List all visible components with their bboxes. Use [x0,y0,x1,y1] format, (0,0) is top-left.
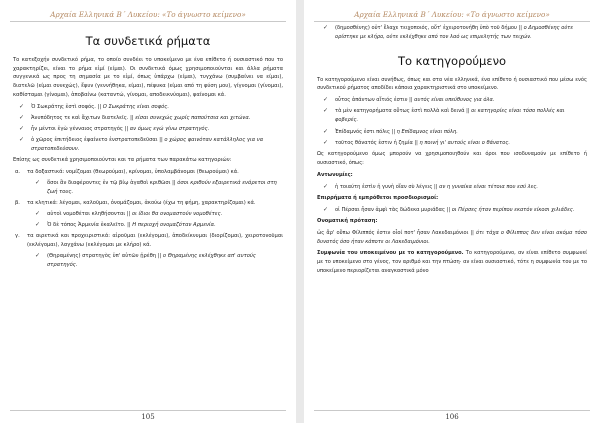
check-icon: ✓ [323,138,329,146]
example-separator: || [95,103,103,110]
category-list [13,168,283,270]
category-item [13,232,283,249]
example-greek: Ὁ δὲ τόπος Ἀρμενία ἐκαλεῖτο. [47,222,126,229]
header-rule [314,21,590,22]
mid-paragraph: Ως κατηγορούμενο όμως μπορούν να χρησιμοποιηθούν και όροι που ισοδυναμούν με επίθετο ή ουσιαστικό, όπως: [317,151,587,166]
agreement-text: Το κατηγορούμενο, αν είναι επίθετο συμφωνεί με το υποκείμενο στο γένος, τον αριθμό και την πτώση· αν είναι ουσιαστικό, τότε η συμφωνία του με το υποκείμενο περιορίζεται αναγκαστικά μόνο [317,250,587,274]
example-separator: || [157,137,165,144]
example-modern: αν η γυναίκα είναι τέτοια που εσύ λες. [439,183,539,190]
example-separator: || [156,253,163,260]
example-greek: Ἐπίδαμνός ἐστι πόλις [335,128,390,135]
footer-rule [10,410,286,411]
check-icon: ✓ [323,127,329,135]
check-icon: ✓ [19,136,25,144]
group-label: Επιρρήματα ή εμπρόθετοι προσδιορισμοί: [317,194,439,201]
example-item [13,179,283,196]
example-item [317,96,587,105]
category-letter: α. [15,168,21,175]
category-item [13,168,283,177]
example-separator: || [516,25,524,31]
example-item [317,24,587,42]
category-item [13,199,283,208]
transition-paragraph: Επίσης ως συνδετικά χρησιμοποιούνται και τα ρήματα των παρακάτω κατηγοριών: [13,157,232,164]
running-head: Αρχαία Ελληνικά Β΄ Λυκείου: «Το άγνωστο κείμενο» [50,10,246,19]
example-modern: οι Πέρσες ήταν περίπου εκατόν είκοσι χιλιάδες. [451,206,575,213]
check-icon: ✓ [323,205,329,213]
example-item [317,139,587,148]
check-icon: ✓ [323,96,329,104]
example-modern: αυτός είναι υπεύθυνος για όλα. [414,97,495,104]
example-item [317,206,587,215]
example-greek: ἡ τοιαύτη ἐστὶν ἡ γυνὴ οἵαν σὺ λέγεις [335,183,433,190]
example-greek: (Θηραμένης) στρατηγὸς ὑπ' αὐτῶν ᾑρέθη [47,253,157,260]
example-list [317,96,587,147]
example-greek: (δημοσθένης) οὐτ' ἔλαχε τειχοποιός, οὔτ' ἐχειροτονήθη ὑπὸ τοῦ δήμου [335,25,517,31]
example-item [13,210,283,219]
example-separator: || [125,211,132,218]
right-content [317,24,587,279]
category-lead: τα αιρετικά και προχειριστικά: αἱροῦμαι (εκλέγομαι), ἀποδείκνυμαι (διορίζομαι), χειροτονοῦμαι (εκλέγομαι), λαγχάνω (εκλέγομαι με κλήρο) κά. [27,233,283,249]
example-modern: η Επίδαμνος είναι πόλη. [396,128,458,135]
section-title: Το κατηγορούμενο [397,53,507,68]
example-separator: || [432,183,440,190]
example-modern: οι ίδιοι θα ονομαστούν νομοθέτες. [131,211,223,218]
section-title: Τα συνδετικά ρήματα [85,34,211,48]
check-icon: ✓ [19,113,25,121]
example-separator: || [464,108,472,115]
example-separator: || [125,222,133,229]
example-modern: ότι τάχα ο Φίλιππος δεν είναι ακόμα τόσο δυνατός όσο ήταν κάποτε οι Λακεδαιμόνιοι. [317,229,587,245]
example-item [317,183,587,192]
example-modern: είσαι συνεχώς χωρίς παπούτσια και χιτώνα. [135,114,251,121]
category-lead: τα κλητικά: λέγομαι, καλοῦμαι, ὀνομάζομαι, ἀκούω (έχω τη φήμη, χαρακτηρίζομαι) κά. [27,199,256,206]
category-letter: γ. [15,233,20,240]
example-modern: ο Δημοσθένης ούτε ορίστηκε με κλήρο, ούτε εκλέχθηκε από τον λαό ως επιμελητής των τειχών. [335,25,574,40]
left-content [13,24,283,272]
example-greek: οἱ Πέρσαι ἦσαν ἀμφὶ τὰς δώδεκα μυριάδας [335,206,446,213]
example-greek: ὡς ἄρ' οὔπω Φίλιππός ἐστιν οἷοί ποτ' ἦσαν Λακεδαιμόνιοι [317,229,469,236]
example-separator: || [128,114,136,121]
agreement-paragraph [317,249,587,275]
onomatic-example [317,229,587,247]
check-icon: ✓ [35,210,41,218]
footer-rule [314,410,590,411]
example-greek: τοῦτος θάνατός ἐστιν ἡ ζημία [335,139,413,146]
example-separator: || [122,125,130,132]
group-label: Ονοματική πρόταση: [317,217,378,224]
label-groups [317,171,587,226]
example-greek: Ἀνυπόδητος τε καὶ ἄχιτων διατελεῖς. [31,114,129,121]
example-separator: || [390,128,397,135]
example-modern: όσοι κριθούν εξαιρετικά ενάρετοι στη ζωή τους. [47,179,277,195]
example-greek: οὗτος ἁπάντων αἴτιός ἐστιν [335,97,408,104]
agreement-lead: Συμφωνία του υποκειμένου με το κατηγορούμενο. [317,250,464,257]
example-greek: τὰ μὲν κατηγορήματα οὕτως ἐστὶ πολλὰ καὶ δεινά [335,108,465,115]
example-separator: || [407,97,415,104]
example-modern: Η περιοχή ονομαζόταν Αρμενία. [132,222,216,229]
example-separator: || [445,206,452,213]
example-separator: || [412,139,420,146]
example-item [317,107,587,125]
example-separator: || [468,229,477,236]
check-icon: ✓ [35,252,41,260]
page-gutter [296,0,304,423]
example-item [13,125,283,134]
example-modern: ο χώρος φαινόταν κατάλληλος για να στρατοπεδεύσουν. [31,137,264,152]
example-modern: η ποινή γι' αυτούς είναι ο θάνατος. [419,139,510,146]
example-greek: ἦν μέντοι ἐγὼ γένναιος στρατηγός [31,125,123,132]
example-modern: Ο Σωκράτης είναι σοφός. [102,103,169,110]
check-icon: ✓ [323,24,329,31]
page-number: 105 [141,413,155,421]
group-label: Αντωνυμίες: [317,171,353,178]
intro-paragraph: Το κατηγορούμενο είναι συνήθως, όπως και στα νέα ελληνικά, ένα επίθετο ή ουσιαστικό που μέσω ενός συνδετικού ρήματος αποδίδει κάποια χαρακτηριστικά στο υποκείμενο. [317,76,587,92]
example-item [317,128,587,137]
example-greek: αὐτοὶ νομοθέται κληθήσονται [47,211,126,218]
example-greek: ὁ χῶρος ἐπιτήδειος ἐφαίνετο ἐνστρατοπεδεῦσαι [31,137,158,144]
check-icon: ✓ [35,178,41,186]
check-icon: ✓ [19,102,25,110]
check-icon: ✓ [35,221,41,229]
category-lead: τα δοξαστικά: νομίζομαι (θεωρούμαι), κρίνομαι, ὑπολαμβάνομαι (θεωρούμαι) κά. [27,168,239,175]
right-page [304,0,600,423]
category-letter: β. [15,199,20,206]
example-separator: || [170,179,178,186]
example-list [13,103,283,154]
left-page [0,0,296,423]
top-example [317,24,587,42]
header-rule [10,21,286,22]
example-item [13,103,283,112]
example-greek: ὅσοι ἂν διαφέροντες ἐν τῷ βίῳ ἀγαθοὶ κριθῶσι [47,179,171,186]
example-modern: οι κατηγορίες είναι τόσο πολλές και φοβερές. [335,108,565,124]
example-item [13,252,283,269]
check-icon: ✓ [19,124,25,132]
intro-paragraph: Το κατεξοχήν συνδετικό ρήμα, το οποίο συνδέει το υποκείμενο με ένα επίθετο ή ουσιαστικό που το χαρακτηρίζει, είναι το ρήμα εἰμί (είμαι). Οι συνδετικά όμως χρησιμοποιούνται και άλλα ρήματα συγγενικά ως προς τη σημασία με το εἰμί, όπως ὑπάρχω (είμαι), τυγχάνω (συμβαίνει να είμαι), διατελῶ (είμαι συνεχώς), ἔφυν (γεννήθηκα, είμαι), πέφυκα (είμαι από τη φύση μου), γίγνομαι (γίνομαι), καθίσταμαι (γίνομαι), ἀποβαίνω (καταντώ, γίνομαι, αποδεικνύομαι), φαίνομαι κά. [13,57,283,98]
example-item [13,221,283,230]
example-modern: ο Θηραμένης εκλέχθηκε απ' αυτούς στρατηγός. [47,253,256,269]
check-icon: ✓ [323,182,329,190]
example-modern: αν όμως εγώ γίνω στρατηγός. [129,125,210,132]
example-item [13,136,283,153]
example-item [13,114,283,123]
check-icon: ✓ [323,107,329,115]
page-number: 106 [445,413,459,421]
running-head: Αρχαία Ελληνικά Β΄ Λυκείου: «Το άγνωστο κείμενο» [354,10,550,19]
example-greek: Ὁ Σωκράτης ἐστὶ σοφός. [31,103,96,110]
